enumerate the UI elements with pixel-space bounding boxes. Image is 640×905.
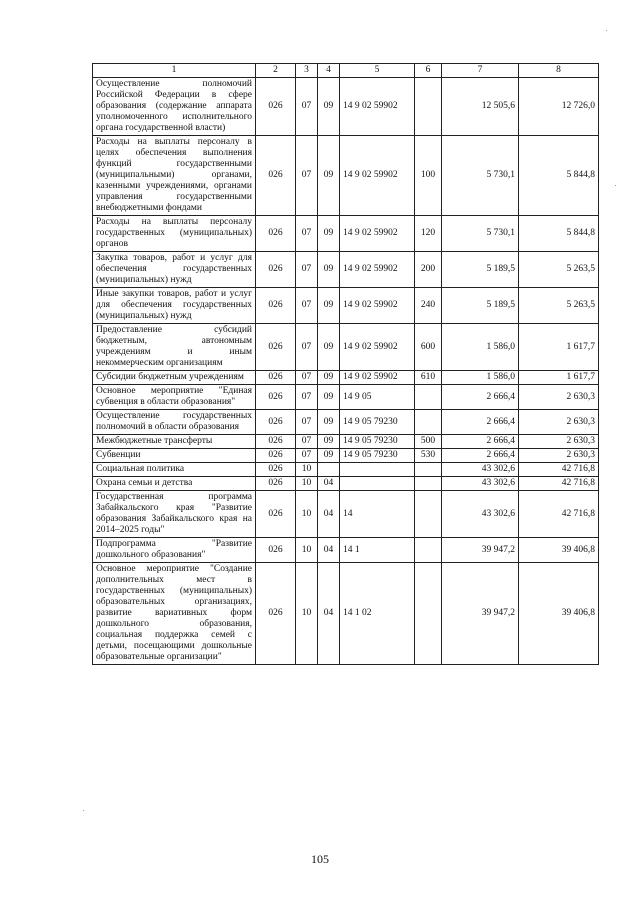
row-name-cell: Расходы на выплаты персоналу в целях обеспечения выполнения функций государственными (муниципальными) органами, казенными учреждениями, органами управления государственными внебюджетными фондами [93,136,256,216]
header-cell: 4 [318,64,340,78]
target-article-cell: 14 9 02 59902 [340,216,415,252]
scan-speck [83,810,84,811]
header-cell: 6 [415,64,442,78]
expense-type-cell: 610 [415,371,442,385]
subsection-cell: 04 [318,477,340,491]
grbs-cell: 026 [256,371,296,385]
target-article-cell: 14 9 02 59902 [340,288,415,324]
amount-cell-8: 2 630,3 [519,385,599,410]
amount-cell-8: 39 406,8 [519,563,599,665]
budget-table [92,63,599,665]
subsection-cell [318,463,340,477]
grbs-cell: 026 [256,410,296,435]
amount-cell-8: 5 844,8 [519,136,599,216]
amount-cell-7: 12 505,6 [442,78,519,136]
expense-type-cell [415,78,442,136]
target-article-cell: 14 9 02 59902 [340,78,415,136]
amount-cell-8: 1 617,7 [519,371,599,385]
amount-cell-8: 2 630,3 [519,410,599,435]
grbs-cell: 026 [256,491,296,538]
amount-cell-7: 1 586,0 [442,371,519,385]
target-article-cell: 14 9 02 59902 [340,136,415,216]
section-cell: 10 [296,477,318,491]
row-name-cell: Осуществление полномочий Российской Федерации в сфере образования (содержание аппарата уполномоченного исполнительного органа государственной власти) [93,78,256,136]
grbs-cell: 026 [256,136,296,216]
amount-cell-7: 5 189,5 [442,288,519,324]
table-row [93,538,599,563]
amount-cell-7: 43 302,6 [442,491,519,538]
subsection-cell: 04 [318,563,340,665]
target-article-cell: 14 1 02 [340,563,415,665]
target-article-cell: 14 1 [340,538,415,563]
header-cell: 1 [93,64,256,78]
grbs-cell: 026 [256,216,296,252]
scan-speck [615,185,616,186]
row-name-cell: Подпрограмма "Развитие дошкольного образования" [93,538,256,563]
amount-cell-8: 5 263,5 [519,288,599,324]
section-cell: 07 [296,371,318,385]
target-article-cell: 14 9 02 59902 [340,252,415,288]
table-row [93,563,599,665]
expense-type-cell: 600 [415,324,442,371]
amount-cell-7: 5 730,1 [442,216,519,252]
expense-type-cell: 120 [415,216,442,252]
expense-type-cell: 240 [415,288,442,324]
subsection-cell: 09 [318,449,340,463]
section-cell: 07 [296,435,318,449]
section-cell: 07 [296,324,318,371]
row-name-cell: Основное мероприятие "Единая субвенция в области образования" [93,385,256,410]
amount-cell-7: 39 947,2 [442,538,519,563]
section-cell: 10 [296,463,318,477]
table-row [93,288,599,324]
subsection-cell: 09 [318,252,340,288]
target-article-cell: 14 [340,491,415,538]
subsection-cell: 09 [318,78,340,136]
section-cell: 10 [296,538,318,563]
grbs-cell: 026 [256,435,296,449]
page-number: 105 [311,852,329,866]
amount-cell-8: 5 844,8 [519,216,599,252]
target-article-cell: 14 9 05 [340,385,415,410]
subsection-cell: 09 [318,216,340,252]
expense-type-cell [415,463,442,477]
section-cell: 10 [296,563,318,665]
row-name-cell: Иные закупки товаров, работ и услуг для обеспечения государственных (муниципальных) нужд [93,288,256,324]
target-article-cell: 14 9 05 79230 [340,449,415,463]
row-name-cell: Социальная политика [93,463,256,477]
table-row [93,410,599,435]
amount-cell-8: 42 716,8 [519,463,599,477]
table-row [93,477,599,491]
amount-cell-8: 2 630,3 [519,435,599,449]
expense-type-cell: 200 [415,252,442,288]
section-cell: 07 [296,410,318,435]
row-name-cell: Расходы на выплаты персоналу государственных (муниципальных) органов [93,216,256,252]
section-cell: 07 [296,449,318,463]
amount-cell-7: 43 302,6 [442,477,519,491]
row-name-cell: Охрана семьи и детства [93,477,256,491]
grbs-cell: 026 [256,78,296,136]
subsection-cell: 09 [318,435,340,449]
row-name-cell: Государственная программа Забайкальского края "Развитие образования Забайкальского края на 2014–2025 годы" [93,491,256,538]
subsection-cell: 09 [318,371,340,385]
subsection-cell: 09 [318,324,340,371]
table-row [93,136,599,216]
section-cell: 07 [296,252,318,288]
amount-cell-8: 12 726,0 [519,78,599,136]
amount-cell-8: 39 406,8 [519,538,599,563]
table-row [93,385,599,410]
header-row [93,64,599,78]
table-row [93,435,599,449]
scan-speck [606,30,607,31]
table-row [93,371,599,385]
header-cell: 2 [256,64,296,78]
target-article-cell: 14 9 02 59902 [340,371,415,385]
amount-cell-7: 1 586,0 [442,324,519,371]
table-body [93,78,599,665]
target-article-cell: 14 9 02 59902 [340,324,415,371]
subsection-cell: 09 [318,288,340,324]
section-cell: 07 [296,136,318,216]
amount-cell-7: 2 666,4 [442,449,519,463]
grbs-cell: 026 [256,252,296,288]
grbs-cell: 026 [256,477,296,491]
expense-type-cell [415,491,442,538]
amount-cell-7: 39 947,2 [442,563,519,665]
target-article-cell [340,463,415,477]
expense-type-cell: 100 [415,136,442,216]
row-name-cell: Предоставление субсидий бюджетным, автономным учреждениям и иным некоммерческим организациям [93,324,256,371]
header-cell: 3 [296,64,318,78]
expense-type-cell [415,477,442,491]
table-row [93,252,599,288]
expense-type-cell [415,538,442,563]
grbs-cell: 026 [256,288,296,324]
grbs-cell: 026 [256,449,296,463]
table-row [93,449,599,463]
grbs-cell: 026 [256,324,296,371]
amount-cell-7: 2 666,4 [442,410,519,435]
target-article-cell [340,477,415,491]
expense-type-cell: 530 [415,449,442,463]
expense-type-cell [415,410,442,435]
subsection-cell: 09 [318,385,340,410]
amount-cell-7: 2 666,4 [442,435,519,449]
section-cell: 07 [296,288,318,324]
row-name-cell: Межбюджетные трансферты [93,435,256,449]
table-row [93,78,599,136]
header-cell: 5 [340,64,415,78]
expense-type-cell [415,563,442,665]
row-name-cell: Основное мероприятие "Создание дополнительных мест в государственных (муниципальных) образовательных организациях, развитие вариативных форм дошкольного образования, социальная поддержка семей с детьми, посещающими дошкольные образовательные организации" [93,563,256,665]
amount-cell-7: 2 666,4 [442,385,519,410]
amount-cell-8: 2 630,3 [519,449,599,463]
grbs-cell: 026 [256,563,296,665]
row-name-cell: Осуществление государственных полномочий в области образования [93,410,256,435]
subsection-cell: 09 [318,410,340,435]
amount-cell-7: 5 730,1 [442,136,519,216]
subsection-cell: 09 [318,136,340,216]
amount-cell-7: 5 189,5 [442,252,519,288]
header-cell: 7 [442,64,519,78]
expense-type-cell: 500 [415,435,442,449]
section-cell: 10 [296,491,318,538]
row-name-cell: Субсидии бюджетным учреждениям [93,371,256,385]
amount-cell-8: 1 617,7 [519,324,599,371]
row-name-cell: Субвенции [93,449,256,463]
table-row [93,324,599,371]
expense-type-cell [415,385,442,410]
section-cell: 07 [296,216,318,252]
amount-cell-7: 43 302,6 [442,463,519,477]
target-article-cell: 14 9 05 79230 [340,410,415,435]
amount-cell-8: 42 716,8 [519,491,599,538]
table-row [93,216,599,252]
section-cell: 07 [296,385,318,410]
grbs-cell: 026 [256,538,296,563]
target-article-cell: 14 9 05 79230 [340,435,415,449]
subsection-cell: 04 [318,538,340,563]
amount-cell-8: 5 263,5 [519,252,599,288]
grbs-cell: 026 [256,385,296,410]
grbs-cell: 026 [256,463,296,477]
table-row [93,491,599,538]
row-name-cell: Закупка товаров, работ и услуг для обеспечения государственных (муниципальных) нужд [93,252,256,288]
section-cell: 07 [296,78,318,136]
header-cell: 8 [519,64,599,78]
subsection-cell: 04 [318,491,340,538]
table-row [93,463,599,477]
amount-cell-8: 42 716,8 [519,477,599,491]
